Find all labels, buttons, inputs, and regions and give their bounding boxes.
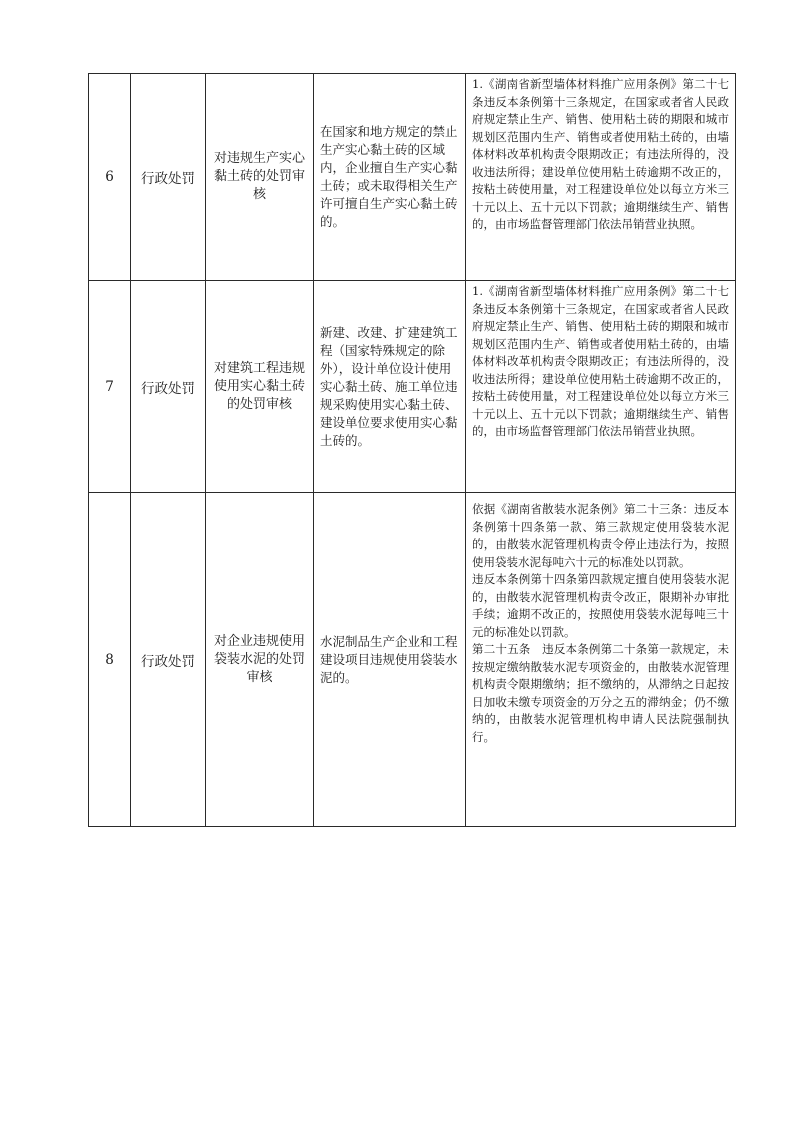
violation-condition: 新建、改建、扩建建筑工程（国家特殊规定的除外），设计单位设计使用实心黏土砖、施工单位违规采购使用实心黏土砖、建设单位要求使用实心黏土砖的。 xyxy=(314,281,466,493)
penalty-type: 行政处罚 xyxy=(131,493,206,827)
row-number: 8 xyxy=(89,493,131,827)
penalty-type: 行政处罚 xyxy=(131,74,206,281)
legal-basis-paragraph: 第二十五条 违反本条例第二十条第一款规定，未按规定缴纳散装水泥专项资金的，由散装水泥管理机构责令限期缴纳；拒不缴纳的，从滞纳之日起按日加收未缴专项资金的万分之五的滞纳金；仍不缴纳的，由散装水泥管理机构申请人民法院强制执行。 xyxy=(472,642,729,744)
legal-basis xyxy=(466,74,736,281)
violation-condition: 水泥制品生产企业和工程建设项目违规使用袋装水泥的。 xyxy=(314,493,466,827)
legal-basis xyxy=(466,281,736,493)
table-row xyxy=(89,493,736,827)
penalty-type: 行政处罚 xyxy=(131,281,206,493)
legal-basis-paragraph: 1.《湖南省新型墙体材料推广应用条例》第二十七条违反本条例第十三条规定，在国家或者省人民政府规定禁止生产、销售、使用粘土砖的期限和城市规划区范围内生产、销售或者使用粘土砖的，由墙体材料改革机构责令限期改正；有违法所得的，没收违法所得；建设单位使用粘土砖逾期不改正的，按粘土砖使用量，对工程建设单位处以每立方米三十元以上、五十元以下罚款；逾期继续生产、销售的，由市场监督管理部门依法吊销营业执照。 xyxy=(472,77,729,231)
penalty-table xyxy=(88,73,736,827)
row-number: 6 xyxy=(89,74,131,281)
item-name: 对建筑工程违规使用实心黏土砖的处罚审核 xyxy=(206,281,314,493)
legal-basis-paragraph: 违反本条例第十四条第四款规定擅自使用袋装水泥的，由散装水泥管理机构责令改正，限期补办审批手续；逾期不改正的，按照使用袋装水泥每吨三十元的标准处以罚款。 xyxy=(472,572,729,639)
legal-basis-paragraph: 依据《湖南省散装水泥条例》第二十三条：违反本条例第十四条第一款、第三款规定使用袋装水泥的，由散装水泥管理机构责令停止违法行为，按照使用袋装水泥每吨六十元的标准处以罚款。 xyxy=(472,502,729,569)
legal-basis xyxy=(466,493,736,827)
item-name: 对企业违规使用袋装水泥的处罚审核 xyxy=(206,493,314,827)
row-number: 7 xyxy=(89,281,131,493)
item-name: 对违规生产实心黏土砖的处罚审核 xyxy=(206,74,314,281)
table-row xyxy=(89,74,736,281)
legal-basis-paragraph: 1.《湖南省新型墙体材料推广应用条例》第二十七条违反本条例第十三条规定，在国家或者省人民政府规定禁止生产、销售、使用粘土砖的期限和城市规划区范围内生产、销售或者使用粘土砖的，由墙体材料改革机构责令限期改正；有违法所得的，没收违法所得；建设单位使用粘土砖逾期不改正的，按粘土砖使用量，对工程建设单位处以每立方米三十元以上、五十元以下罚款；逾期继续生产、销售的，由市场监督管理部门依法吊销营业执照。 xyxy=(472,284,729,438)
violation-condition: 在国家和地方规定的禁止生产实心黏土砖的区域内，企业擅自生产实心黏土砖；或未取得相关生产许可擅自生产实心黏土砖的。 xyxy=(314,74,466,281)
table-row xyxy=(89,281,736,493)
